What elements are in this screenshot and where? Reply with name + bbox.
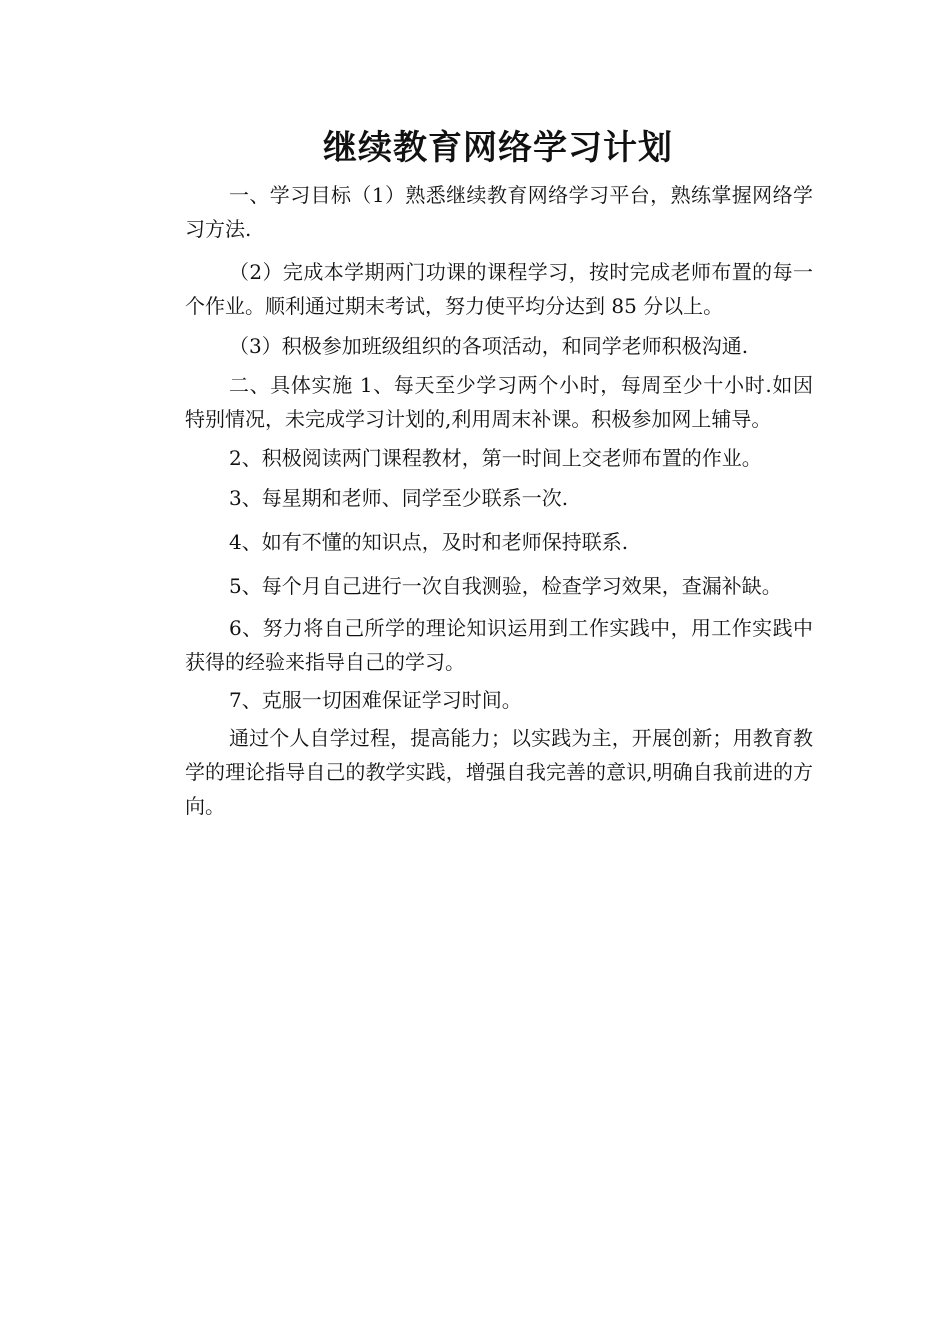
paragraph-implementation-5: 5、每个月自己进行一次自我测验，检查学习效果，查漏补缺。 bbox=[229, 574, 782, 598]
paragraph-learning-goal-1: 一、学习目标（1）熟悉继续教育网络学习平台，熟练掌握网络学习方法. bbox=[185, 183, 813, 241]
paragraph-learning-goal-2: （2）完成本学期两门功课的课程学习，按时完成老师布置的每一个作业。顺利通过期末考试，努力使平均分达到 85 分以上。 bbox=[185, 260, 813, 318]
paragraph-implementation-6: 6、努力将自己所学的理论知识运用到工作实践中，用工作实践中获得的经验来指导自己的学习。 bbox=[185, 616, 813, 674]
document-title: 继续教育网络学习计划 bbox=[323, 128, 673, 168]
paragraph-implementation-2: 2、积极阅读两门课程教材，第一时间上交老师布置的作业。 bbox=[229, 446, 762, 470]
paragraph-implementation-3: 3、每星期和老师、同学至少联系一次. bbox=[229, 486, 569, 510]
paragraph-conclusion: 通过个人自学过程，提高能力；以实践为主，开展创新；用教育教学的理论指导自己的教学实践，增强自我完善的意识,明确自我前进的方向。 bbox=[185, 726, 813, 818]
document-body bbox=[185, 178, 813, 823]
paragraph-implementation-4: 4、如有不懂的知识点，及时和老师保持联系. bbox=[229, 530, 629, 554]
paragraph-learning-goal-3: （3）积极参加班级组织的各项活动，和同学老师积极沟通. bbox=[229, 334, 749, 358]
paragraph-implementation-1: 二、具体实施 1、每天至少学习两个小时，每周至少十小时.如因特别情况，未完成学习计划的,利用周末补课。积极参加网上辅导。 bbox=[185, 373, 813, 431]
paragraph-implementation-7: 7、克服一切困难保证学习时间。 bbox=[229, 688, 522, 712]
